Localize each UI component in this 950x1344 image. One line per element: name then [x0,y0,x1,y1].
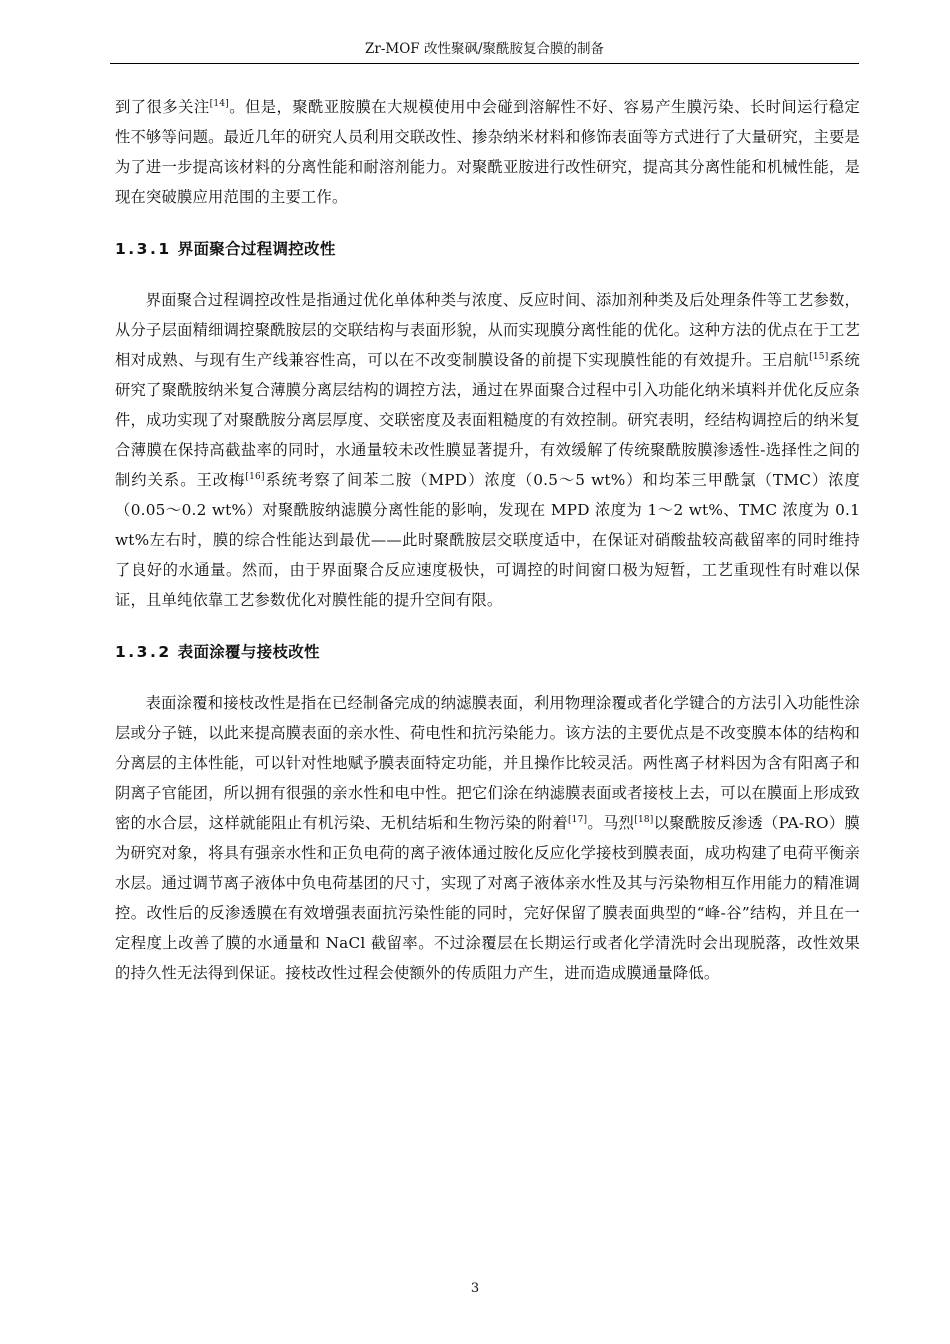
section-heading-1-3-1 [115,234,860,264]
citation-17: [17] [567,815,588,825]
text-run: 系统考察了间苯二胺（MPD）浓度（0.5～5 wt%）和均苯三甲酰氯（TMC）浓度（0.05～0.2 wt%）对聚酰胺纳滤膜分离性能的影响，发现在 MPD 浓度为 1～2 wt%、TMC 浓度为 0.1 wt%左右时，膜的综合性能达到最优——此时聚酰胺层交联度适中，在保证对硝酸盐较高截留率的同时维持了良好的水通量。然而，由于界面聚合反应速度极快，可调控的时间窗口极为短暂，工艺重现性有时难以保证，且单纯依靠工艺参数优化对膜性能的提升空间有限。 [115,471,860,609]
paragraph-intro-continued [115,92,860,212]
citation-14: [14] [209,99,229,109]
section-title: 界面聚合过程调控改性 [177,240,336,258]
running-header: Zr-MOF 改性聚砜/聚酰胺复合膜的制备 [365,41,604,57]
section-title: 表面涂覆与接枝改性 [177,643,320,661]
text-run: 表面涂覆和接枝改性是指在已经制备完成的纳滤膜表面，利用物理涂覆或者化学键合的方法引入功能性涂层或分子链，以此来提高膜表面的亲水性、荷电性和抗污染能力。该方法的主要优点是不改变膜本体的结构和分离层的主体性能，可以针对性地赋予膜表面特定功能，并且操作比较灵活。两性离子材料因为含有阳离子和阴离子官能团，所以拥有很强的亲水性和电中性。把它们涂在纳滤膜表面或者接枝上去，可以在膜面上形成致密的水合层，这样就能阻止有机污染、无机结垢和生物污染的附着 [115,694,860,832]
paragraph-surface-coating-grafting [115,688,860,988]
text-run: 系统研究了聚酰胺纳米复合薄膜分离层结构的调控方法，通过在界面聚合过程中引入功能化纳米填料并优化反应条件，成功实现了对聚酰胺分离层厚度、交联密度及表面粗糙度的有效控制。研究表明，经结构调控后的纳米复合薄膜在保持高截盐率的同时，水通量较未改性膜显著提升，有效缓解了传统聚酰胺膜渗透性-选择性之间的制约关系。王改梅 [115,351,860,489]
citation-15: [15] [809,352,829,362]
text-run: 。但是，聚酰亚胺膜在大规模使用中会碰到溶解性不好、容易产生膜污染、长时间运行稳定性不够等问题。最近几年的研究人员利用交联改性、掺杂纳米材料和修饰表面等方式进行了大量研究，主要是为了进一步提高该材料的分离性能和耐溶剂能力。对聚酰亚胺进行改性研究，提高其分离性能和机械性能，是现在突破膜应用范围的主要工作。 [115,98,860,206]
citation-16: [16] [245,472,265,482]
text-run: 界面聚合过程调控改性是指通过优化单体种类与浓度、反应时间、添加剂种类及后处理条件等工艺参数，从分子层面精细调控聚酰胺层的交联结构与表面形貌，从而实现膜分离性能的优化。这种方法的优点在于工艺相对成熟、与现有生产线兼容性高，可以在不改变制膜设备的前提下实现膜性能的有效提升。王启航 [115,291,860,369]
body-text [115,92,860,988]
citation-18: [18] [634,815,654,825]
text-run: 以聚酰胺反渗透（PA-RO）膜为研究对象，将具有强亲水性和正负电荷的离子液体通过胺化反应化学接枝到膜表面，成功构建了电荷平衡亲水层。通过调节离子液体中负电荷基团的尺寸，实现了对离子液体亲水性及其与污染物相互作用能力的精准调控。改性后的反渗透膜在有效增强表面抗污染性能的同时，完好保留了膜表面典型的“峰-谷”结构，并且在一定程度上改善了膜的水通量和 NaCl 截留率。不过涂覆层在长期运行或者化学清洗时会出现脱落，改性效果的持久性无法得到保证。接枝改性过程会使额外的传质阻力产生，进而造成膜通量降低。 [115,814,860,982]
section-heading-1-3-2 [115,637,860,667]
section-number: 1.3.1 [115,240,172,258]
page-number: 3 [470,1281,480,1296]
header-rule [110,63,859,64]
text-run: 到了很多关注 [115,98,210,116]
text-run: 。马烈 [587,814,635,832]
paragraph-interfacial-polymerization [115,285,860,615]
section-number: 1.3.2 [115,643,172,661]
